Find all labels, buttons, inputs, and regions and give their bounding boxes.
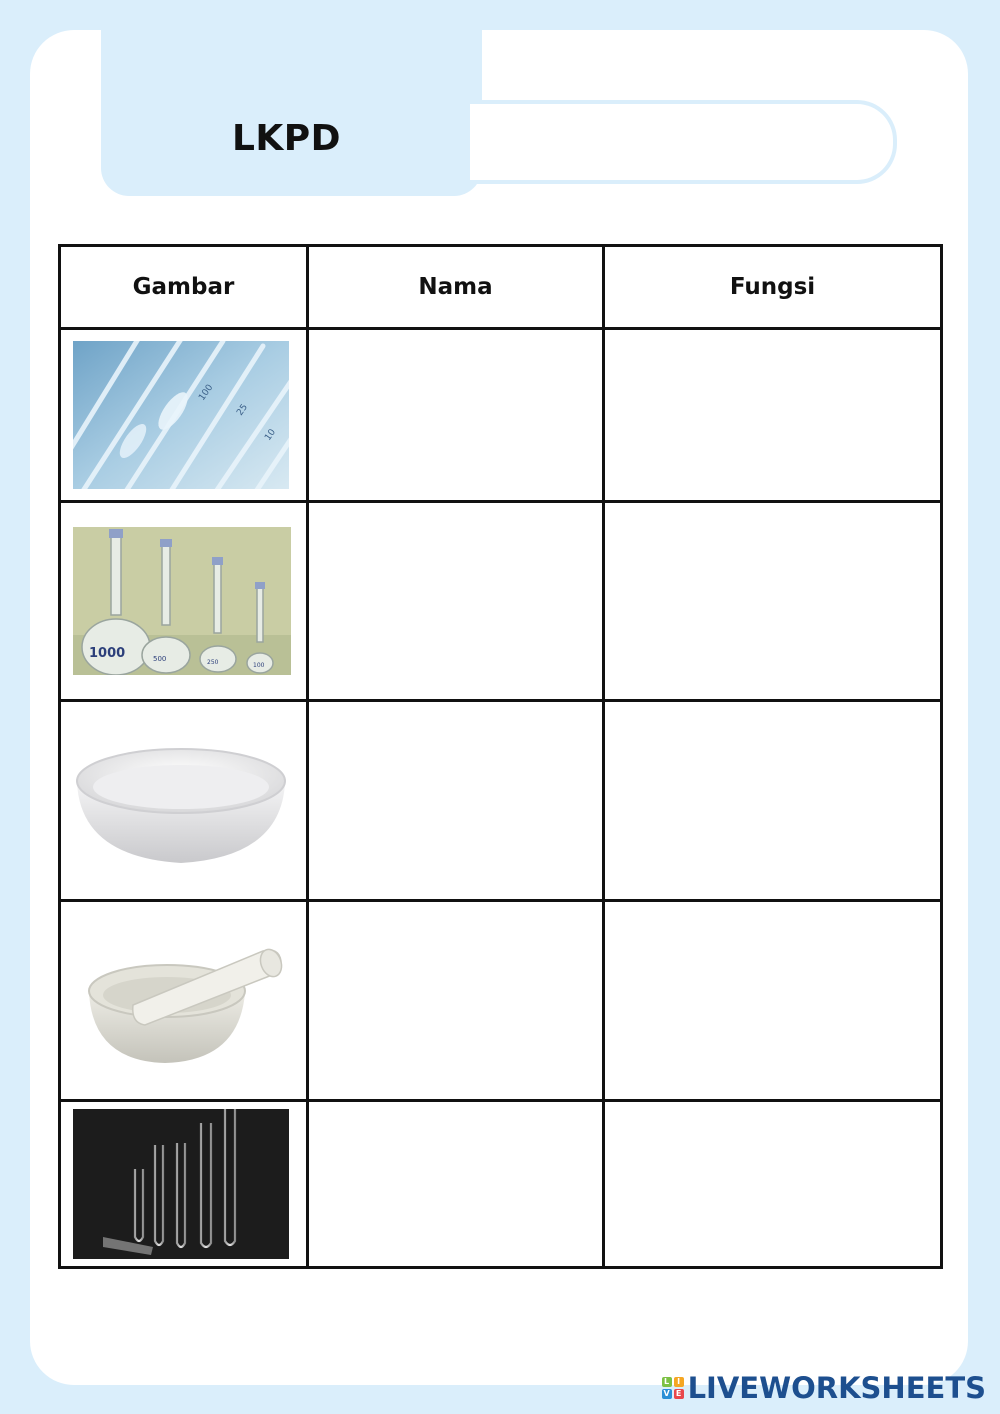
flask-label: 1000 xyxy=(89,646,126,661)
nama-input-cell[interactable] xyxy=(308,701,604,901)
nama-input-cell[interactable] xyxy=(308,329,604,502)
column-header-nama: Nama xyxy=(308,246,604,329)
gambar-cell xyxy=(60,901,308,1101)
table-row xyxy=(60,701,942,901)
gambar-cell xyxy=(60,329,308,502)
fungsi-input-cell[interactable] xyxy=(604,329,942,502)
flask-label: 250 xyxy=(207,659,219,666)
svg-text:25: 25 xyxy=(235,402,251,418)
nama-input-cell[interactable] xyxy=(308,901,604,1101)
fungsi-input-cell[interactable] xyxy=(604,901,942,1101)
flask-label: 100 xyxy=(253,662,265,669)
test-tubes-photo xyxy=(73,1109,289,1259)
title-tab xyxy=(101,30,482,196)
table-row xyxy=(60,502,942,701)
nama-input-cell[interactable] xyxy=(308,1101,604,1268)
fungsi-input-cell[interactable] xyxy=(604,502,942,701)
worksheet-table xyxy=(58,244,943,1269)
gambar-cell xyxy=(60,701,308,901)
table-row xyxy=(60,901,942,1101)
svg-text:100: 100 xyxy=(197,382,216,403)
brand-text: LIVEWORKSHEETS xyxy=(687,1371,986,1405)
liveworksheets-logo-icon: L I V E xyxy=(662,1377,684,1399)
liveworksheets-brand[interactable] xyxy=(662,1368,986,1408)
nama-input-cell[interactable] xyxy=(308,502,604,701)
gambar-cell xyxy=(60,1101,308,1268)
fungsi-input-cell[interactable] xyxy=(604,701,942,901)
evaporating-dish-photo xyxy=(73,731,289,871)
fungsi-input-cell[interactable] xyxy=(604,1101,942,1268)
volumetric-flasks-photo xyxy=(73,527,291,675)
svg-text:10: 10 xyxy=(263,427,279,443)
column-header-gambar: Gambar xyxy=(60,246,308,329)
mortar-and-pestle-photo xyxy=(73,931,289,1071)
table-row xyxy=(60,329,942,502)
gambar-cell xyxy=(60,502,308,701)
name-input-box[interactable] xyxy=(470,100,897,184)
pipettes-photo xyxy=(73,341,289,489)
table-header-row xyxy=(60,246,942,329)
table-row xyxy=(60,1101,942,1268)
page-title: LKPD xyxy=(231,118,342,159)
flask-label: 500 xyxy=(153,655,167,663)
column-header-fungsi: Fungsi xyxy=(604,246,942,329)
